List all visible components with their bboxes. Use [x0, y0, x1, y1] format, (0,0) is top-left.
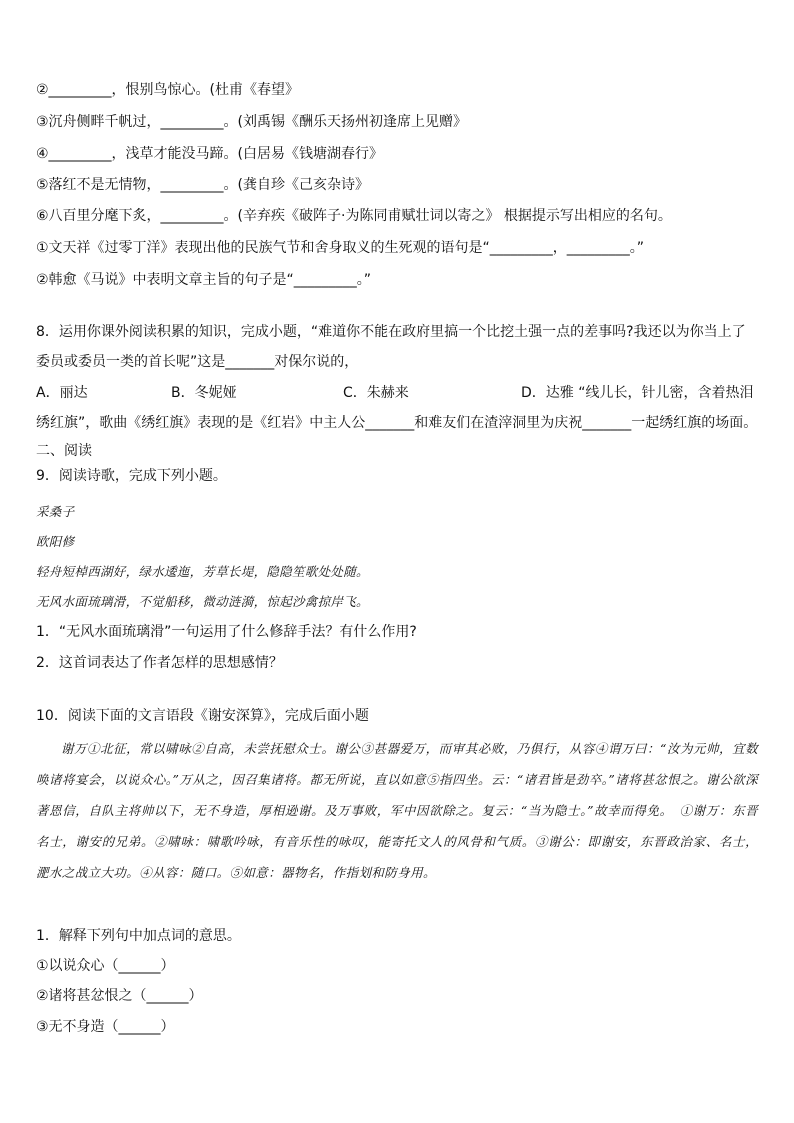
option-a: A．丽达	[36, 385, 88, 401]
option-d: D．达雅 “线儿长，针儿密，含着热泪	[521, 385, 754, 401]
question-9-sub-2: 2．这首词表达了作者怎样的思想感情？	[36, 655, 283, 671]
option-c: C．朱赫来	[343, 385, 409, 401]
recitation-item-3: ③沉舟侧畔千帆过，_________。(刘禹锡《酬乐天扬州初逢席上见赠》	[36, 114, 468, 130]
answer-blank-2[interactable]: ②诸将甚忿恨之（______）	[36, 988, 203, 1004]
recitation-item-6: ⑥八百里分麾下炙，_________。(辛弃疾《破阵子·为陈同甫赋壮词以寄之》 根据提示写出相应的名句。	[36, 208, 672, 224]
poem-author: 欧阳修	[36, 534, 75, 549]
question-8-stem-line2: 委员或委员一类的首长呢”这是_______对保尔说的，	[36, 354, 359, 370]
recitation-prompt-2: ②韩愈《马说》中表明文章主旨的句子是“_________。”	[36, 272, 372, 288]
section-heading: 二、阅读	[36, 443, 92, 459]
poem-line-1: 轻舟短棹西湖好，绿水逶迤，芳草长堤，隐隐笙歌处处随。	[36, 564, 369, 579]
recitation-item-4: ④_________，浅草才能没马蹄。(白居易《钱塘湖春行》	[36, 146, 384, 162]
answer-blank-3[interactable]: ③无不身造（______）	[36, 1019, 175, 1035]
recitation-item-2: ②_________，恨别鸟惊心。(杜甫《春望》	[36, 82, 300, 98]
question-8-stem-line1: 8．运用你课外阅读积累的知识，完成小题，“难道你不能在政府里搞一个比挖土强一点的差事吗?我还以为你当上了	[36, 324, 746, 340]
option-b: B．冬妮娅	[171, 385, 237, 401]
poem-line-2: 无风水面琉璃滑，不觉船移，微动涟漪，惊起沙禽掠岸飞。	[36, 594, 369, 609]
question-8-options	[36, 383, 758, 403]
poem-title: 采桑子	[36, 504, 75, 519]
question-9-sub-1: 1．“无风水面琉璃滑”一句运用了什么修辞手法？有什么作用?	[36, 624, 417, 640]
answer-blank-1[interactable]: ①以说众心（______）	[36, 958, 175, 974]
recitation-prompt-1: ①文天祥《过零丁洋》表现出他的民族气节和舍身取义的生死观的语句是“_________，_________。”	[36, 240, 645, 256]
question-9-stem: 9．阅读诗歌，完成下列小题。	[36, 468, 227, 484]
classical-passage: 谢万①北征，常以啸咏②自高，未尝抚慰众士。谢公③甚器爱万，而审其必败，乃俱行，从容④谓万曰：“汝为元帅，宜数唤诸将宴会，以说众心。”万从之，因召集诸将。都无所说，直以如意⑤指四坐。云：“诸君皆是劲卒。”诸将甚忿恨之。谢公欲深著恩信，自队主将帅以下，无不身造，厚相逊谢。及万事败，军中因欲除之。复云：“当为隐士。”故幸而得免。 ①谢万：东晋名士，谢安的兄弟。②啸咏：啸歌吟咏，有音乐性的咏叹，能寄托文人的风骨和气质。③谢公：即谢安，东晋政治家、名士，淝水之战立大功。④从容：随口。⑤如意：器物名，作指划和防身用。	[36, 741, 758, 880]
recitation-item-5: ⑤落红不是无情物，_________。(龚自珍《己亥杂诗》	[36, 177, 370, 193]
question-10-sub-1: 1．解释下列句中加点词的意思。	[36, 928, 241, 944]
question-10-stem: 10．阅读下面的文言语段《谢安深算》，完成后面小题	[36, 708, 369, 724]
question-8-continuation: 绣红旗”，歌曲《绣红旗》表现的是《红岩》中主人公_______和难友们在渣滓洞里为庆祝_______一起绣红旗的场面。	[36, 415, 758, 431]
